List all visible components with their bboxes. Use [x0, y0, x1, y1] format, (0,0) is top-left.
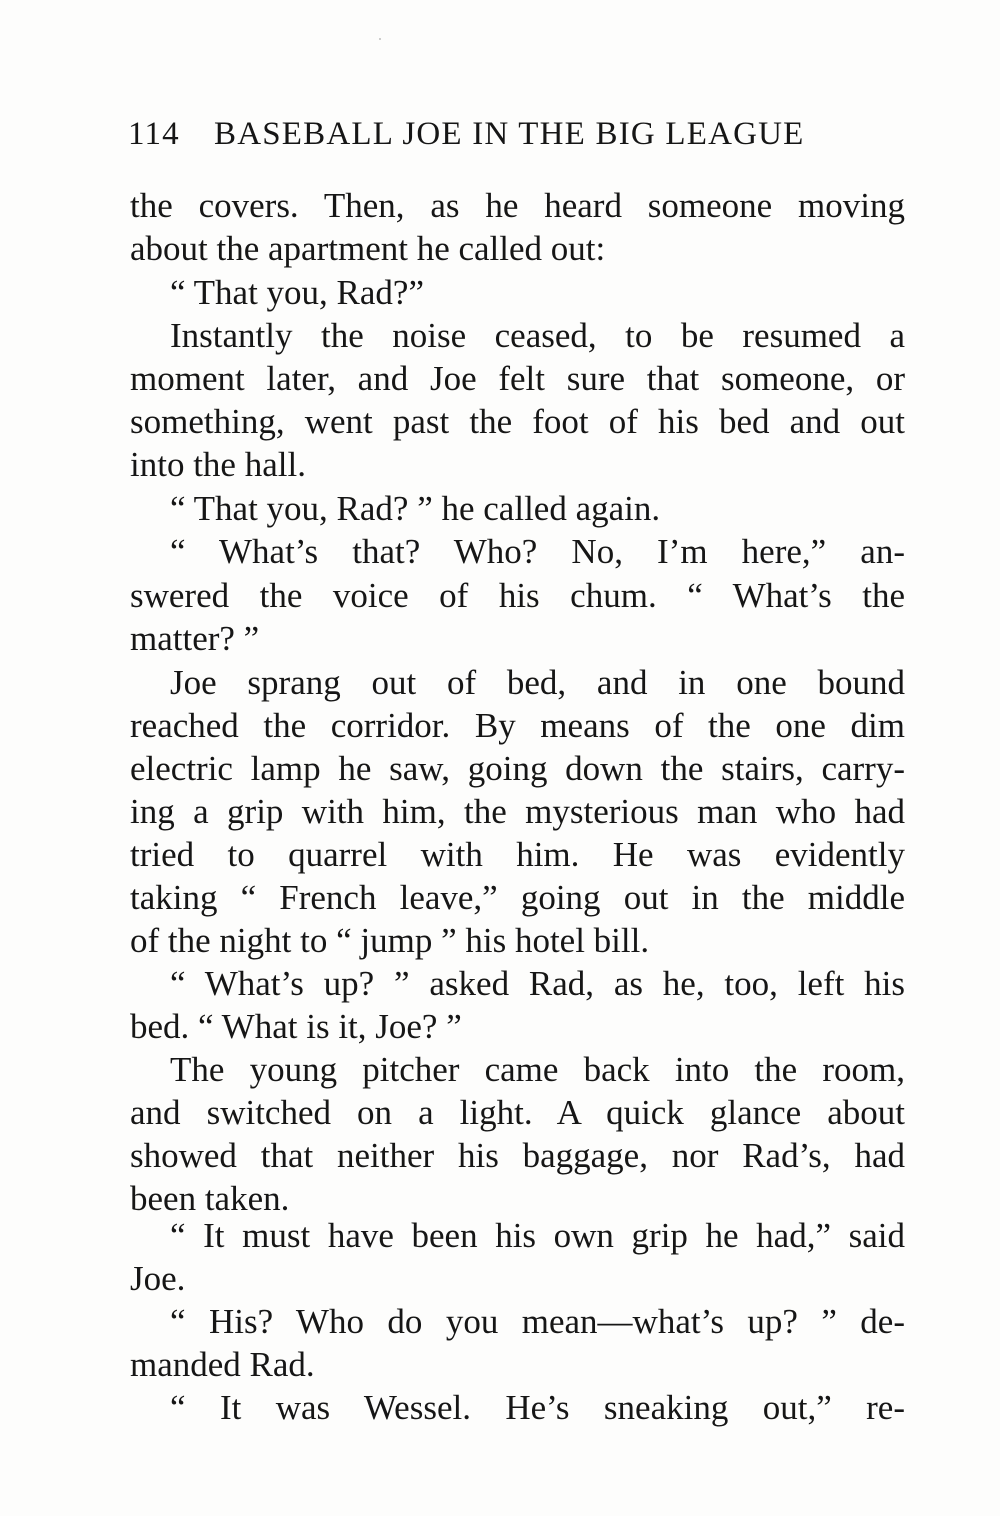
text-line: reached the corridor. By means of the one dim [130, 706, 905, 745]
text-line: electric lamp he saw, going down the stairs, carry- [130, 749, 905, 788]
text-line: moment later, and Joe felt sure that someone, or [130, 359, 905, 398]
text-line: “ That you, Rad?” [170, 273, 424, 312]
text-line: “ What’s up? ” asked Rad, as he, too, left his [170, 964, 905, 1003]
page-header [128, 116, 908, 160]
text-line: “ His? Who do you mean—what’s up? ” de- [170, 1302, 905, 1341]
text-line: tried to quarrel with him. He was evidently [130, 835, 905, 874]
text-line: the covers. Then, as he heard someone moving [130, 186, 905, 225]
page-number: 114 [128, 116, 180, 152]
text-line: something, went past the foot of his bed and out [130, 402, 905, 441]
text-line: and switched on a light. A quick glance about [130, 1093, 905, 1132]
ink-speck [379, 38, 381, 40]
text-line: matter? ” [130, 619, 260, 658]
text-line: taking “ French leave,” going out in the middle [130, 878, 905, 917]
text-line: “ It must have been his own grip he had,” said [170, 1216, 905, 1255]
running-title: BASEBALL JOE IN THE BIG LEAGUE [214, 116, 805, 152]
text-line: ing a grip with him, the mysterious man who had [130, 792, 905, 831]
text-line: of the night to “ jump ” his hotel bill. [130, 921, 650, 960]
text-line: The young pitcher came back into the room, [170, 1050, 905, 1089]
text-line: “ What’s that? Who? No, I’m here,” an- [170, 532, 905, 571]
text-line: Joe sprang out of bed, and in one bound [170, 663, 905, 702]
text-line: swered the voice of his chum. “ What’s the [130, 576, 905, 615]
text-line: showed that neither his baggage, nor Rad’s, had [130, 1136, 905, 1175]
text-line: into the hall. [130, 445, 306, 484]
text-line: about the apartment he called out: [130, 229, 606, 268]
text-line: “ That you, Rad? ” he called again. [170, 489, 661, 528]
text-line: bed. “ What is it, Joe? ” [130, 1007, 462, 1046]
text-line: been taken. [130, 1179, 290, 1218]
text-line: Instantly the noise ceased, to be resumed a [170, 316, 905, 355]
text-line: Joe. [130, 1259, 186, 1298]
text-line: “ It was Wessel. He’s sneaking out,” re- [170, 1388, 905, 1427]
text-line: manded Rad. [130, 1345, 315, 1384]
